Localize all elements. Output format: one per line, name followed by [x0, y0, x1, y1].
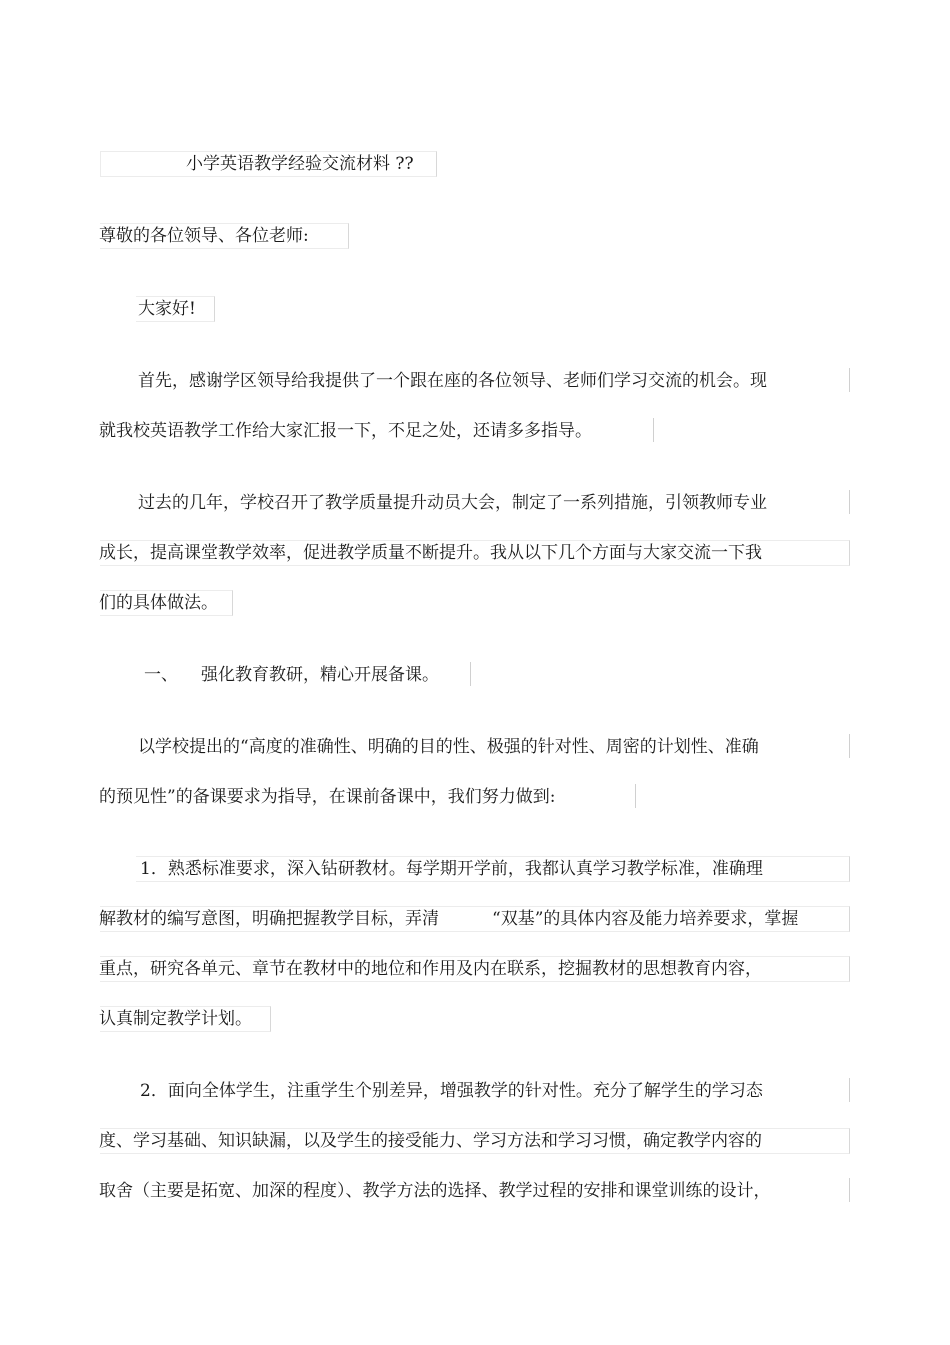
- margin-mark: [653, 418, 654, 442]
- paragraph-3-line-1: 以学校提出的“高度的准确性、明确的目的性、极强的针对性、周密的计划性、准确: [138, 737, 759, 757]
- item-2-line-1: 2．面向全体学生，注重学生个别差异，增强教学的针对性。充分了解学生的学习态: [140, 1081, 763, 1101]
- margin-mark: [849, 1078, 850, 1102]
- salutation: 尊敬的各位领导、各位老师:: [99, 226, 309, 246]
- margin-mark: [470, 662, 471, 686]
- margin-mark: [849, 734, 850, 758]
- paragraph-2-line-1: 过去的几年，学校召开了教学质量提升动员大会，制定了一系列措施，引领教师专业: [138, 493, 767, 513]
- margin-mark: [849, 368, 850, 392]
- margin-mark: [635, 784, 636, 808]
- section-1-heading: 强化教育教研，精心开展备课。: [201, 665, 439, 685]
- item-1-line-4: 认真制定教学计划。: [99, 1009, 252, 1029]
- item-1-line-3: 重点，研究各单元、章节在教材中的地位和作用及内在联系，挖掘教材的思想教育内容，: [99, 959, 762, 979]
- item-1-line-2a: 解教材的编写意图，明确把握教学目标，弄清: [99, 909, 439, 929]
- paragraph-1-line-1: 首先，感谢学区领导给我提供了一个跟在座的各位领导、老师们学习交流的机会。现: [138, 371, 767, 391]
- paragraph-2-line-3: 们的具体做法。: [99, 593, 218, 613]
- margin-mark: [849, 490, 850, 514]
- page-title: 小学英语教学经验交流材料 ??: [186, 154, 414, 174]
- item-1-line-2b: “双基”的具体内容及能力培养要求，掌握: [492, 909, 799, 929]
- paragraph-2-line-2: 成长，提高课堂教学效率，促进教学质量不断提升。我从以下几个方面与大家交流一下我: [99, 543, 762, 563]
- section-1-number: 一、: [144, 665, 178, 685]
- greeting: 大家好!: [138, 299, 196, 319]
- paragraph-3-line-2: 的预见性”的备课要求为指导，在课前备课中，我们努力做到:: [99, 787, 556, 807]
- margin-mark: [849, 1178, 850, 1202]
- item-1-line-1: 1．熟悉标准要求，深入钻研教材。每学期开学前，我都认真学习教学标准，准确理: [140, 859, 763, 879]
- item-2-line-3: 取舍（主要是拓宽、加深的程度）、教学方法的选择、教学过程的安排和课堂训练的设计，: [99, 1181, 771, 1201]
- paragraph-1-line-2: 就我校英语教学工作给大家汇报一下，不足之处，还请多多指导。: [99, 421, 592, 441]
- item-2-line-2: 度、学习基础、知识缺漏，以及学生的接受能力、学习方法和学习习惯，确定教学内容的: [99, 1131, 762, 1151]
